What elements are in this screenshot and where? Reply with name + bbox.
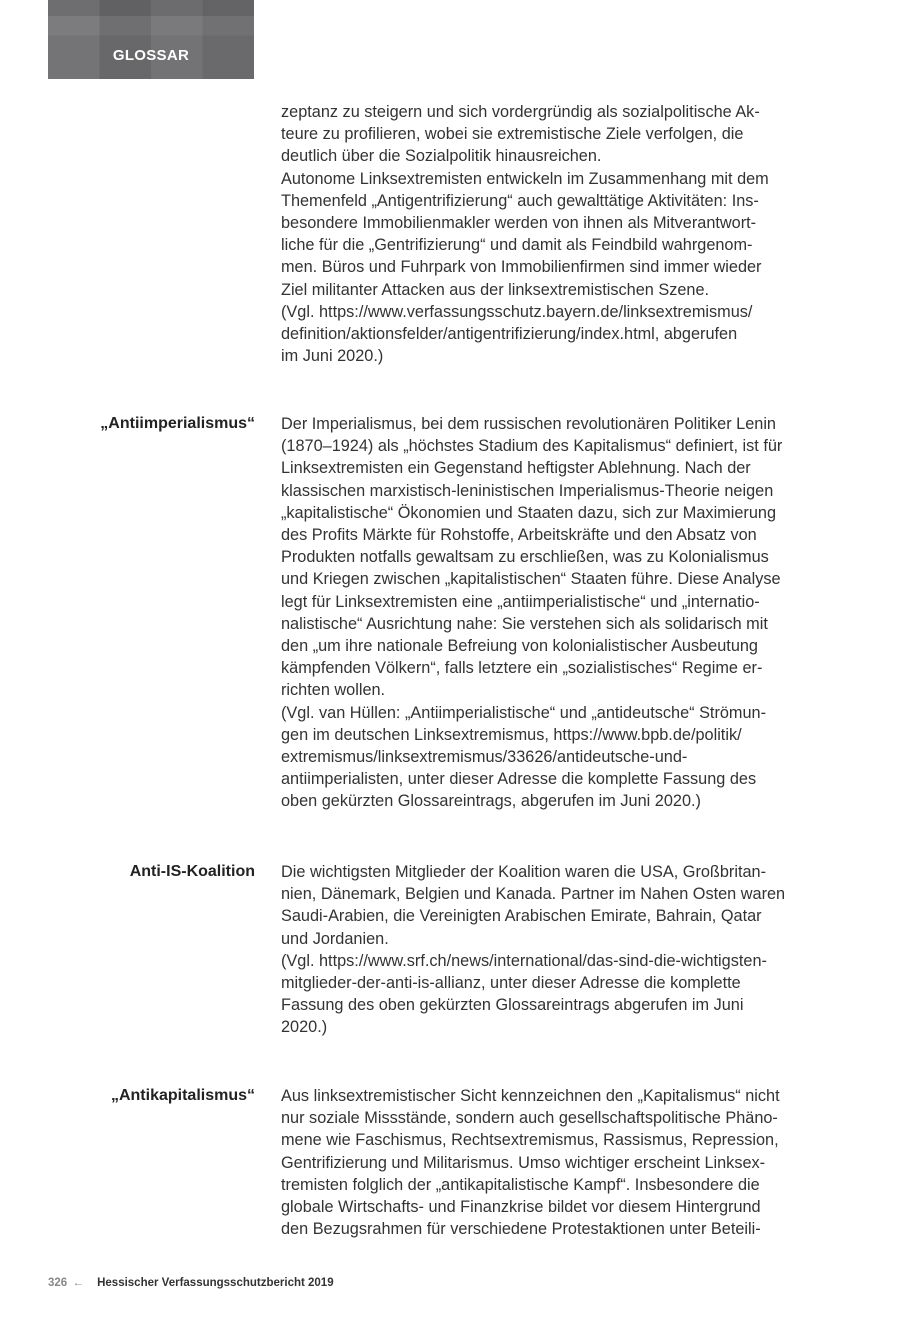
section-header-label: GLOSSAR bbox=[112, 47, 190, 64]
glossary-entry-text: zeptanz zu steigern und sich vordergründig als sozialpolitische Ak- teure zu profilieren, wobei sie extremistische Ziele verfolgen, die deutlich über die Sozialpolitik hinausreichen. Autonome Linksextremisten entwickeln im Zusammenhang mit dem Themenfeld „Antigentrifizierung“ auch gewalttätige Aktivitäten: Ins- besondere Immobilienmakler werden von ihnen als Mitverantwort- liche für die „Gentrifizierung“ und damit als Feindbild wahrgenom- men. Büros und Fuhrpark von Immobilienfirmen sind immer wieder Ziel militanter Attacken aus der linksextremistischen Szene. (Vgl. https://www.verfassungsschutz.bayern.de/linksextremismus/ definition/aktionsfelder/antigentrifizierung/index.html, abgerufen im Juni 2020.) bbox=[281, 103, 769, 366]
publication-title: Hessischer Verfassungsschutzbericht 2019 bbox=[97, 1277, 334, 1289]
glossary-term-antikapitalismus: „Antikapitalismus“ bbox=[110, 1087, 255, 1104]
section-header-tab bbox=[48, 0, 254, 79]
page-footer bbox=[48, 1277, 334, 1289]
glossary-entry-text: Die wichtigsten Mitglieder der Koalition waren die USA, Großbritan- nien, Dänemark, Belgien und Kanada. Partner im Nahen Osten waren Saudi-Arabien, die Vereinigten Arabischen Emirate, Bahrain, Qatar und Jordanien. (Vgl. https://www.srf.ch/news/international/das-sind-die-wichtigsten- mitglieder-der-anti-is-allianz, unter dieser Adresse die komplette Fassung des oben gekürzten Glossareintrags abgerufen im Juni 2020.) bbox=[281, 863, 786, 1037]
arrow-left-icon: ← bbox=[72, 1277, 84, 1289]
glossary-term-antiimperialismus: „Antiimperialismus“ bbox=[100, 415, 255, 432]
page-number: 326 bbox=[48, 1277, 68, 1289]
glossary-term-anti-is-koalition: Anti-IS-Koalition bbox=[129, 863, 255, 880]
glossary-entry-text: Der Imperialismus, bei dem russischen revolutionären Politiker Lenin (1870–1924) als „höchstes Stadium des Kapitalismus“ definiert, ist für Linksextremisten ein Gegenstand heftigster Ablehnung. Nach der klassischen marxistisch-leninistischen Imperialismus-Theorie neigen „kapitalistische“ Ökonomien und Staaten dazu, sich zur Maximierung des Profits Märkte für Rohstoffe, Arbeitskräfte und den Absatz von Produkten notfalls gewaltsam zu erschließen, was zu Kolonialismus und Kriegen zwischen „kapitalistischen“ Staaten führe. Diese Analyse legt für Linksextremisten eine „antiimperialistische“ und „internatio- nalistische“ Ausrichtung nahe: Sie verstehen sich als solidarisch mit den „um ihre nationale Befreiung von kolonialistischer Ausbeutung kämpfenden Völkern“, falls letztere ein „sozialistisches“ Regime er- richten wollen. (Vgl. van Hüllen: „Antiimperialistische“ und „antideutsche“ Strömun- gen im deutschen Linksextremismus, https://www.bpb.de/politik/ extremismus/linksextremismus/33626/antideutsche-und- antiimperialisten, unter dieser Adresse die komplette Fassung des oben gekürzten Glossareintrags, abgerufen im Juni 2020.) bbox=[281, 415, 783, 811]
glossary-entry-text: Aus linksextremistischer Sicht kennzeichnen den „Kapitalismus“ nicht nur soziale Missstände, sondern auch gesellschaftspolitische Phäno- mene wie Faschismus, Rechtsextremismus, Rassismus, Repression, Gentrifizierung und Militarismus. Umso wichtiger erscheint Linksex- tremisten folglich der „antikapitalistische Kampf“. Insbesondere die globale Wirtschafts- und Finanzkrise bildet vor diesem Hintergrund den Bezugsrahmen für verschiedene Protestaktionen unter Beteili- bbox=[281, 1087, 780, 1239]
